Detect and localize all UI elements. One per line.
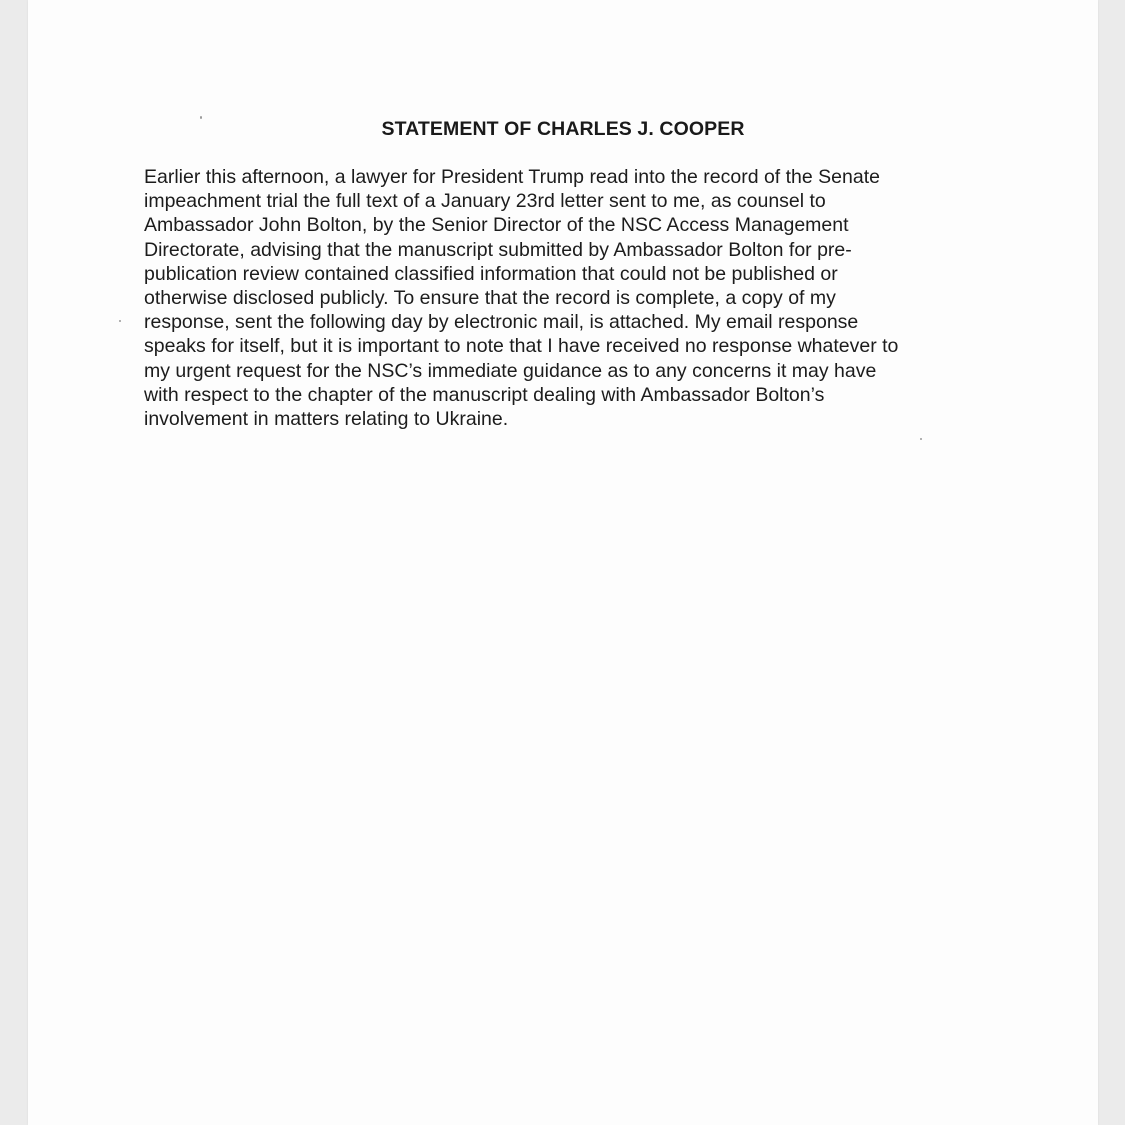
paragraph-line: response, sent the following day by electronic mail, is attached. My email response [144, 311, 859, 334]
paragraph-line: Earlier this afternoon, a lawyer for President Trump read into the record of the Senate [144, 166, 880, 188]
paragraph-line: with respect to the chapter of the manuscript dealing with Ambassador Bolton’s [144, 383, 825, 406]
scan-speck [119, 320, 121, 322]
document-page [28, 0, 1098, 1125]
paragraph-line: impeachment trial the full text of a January 23rd letter sent to me, as counsel to [144, 190, 826, 213]
paragraph-line: publication review contained classified information that could not be published or [144, 262, 838, 285]
scan-speck [920, 438, 922, 440]
statement-paragraph [144, 165, 984, 431]
paragraph-line: Ambassador John Bolton, by the Senior Director of the NSC Access Management [144, 214, 849, 237]
paragraph-line: my urgent request for the NSC’s immediate guidance as to any concerns it may have [144, 359, 877, 382]
paragraph-line: otherwise disclosed publicly. To ensure that the record is complete, a copy of my [144, 287, 836, 310]
paragraph-line: speaks for itself, but it is important to note that I have received no response whatever to [144, 335, 899, 358]
document-title: STATEMENT OF CHARLES J. COOPER [381, 118, 745, 140]
paragraph-line: Directorate, advising that the manuscript submitted by Ambassador Bolton for pre- [144, 238, 852, 261]
paragraph-line: involvement in matters relating to Ukraine. [144, 408, 509, 431]
